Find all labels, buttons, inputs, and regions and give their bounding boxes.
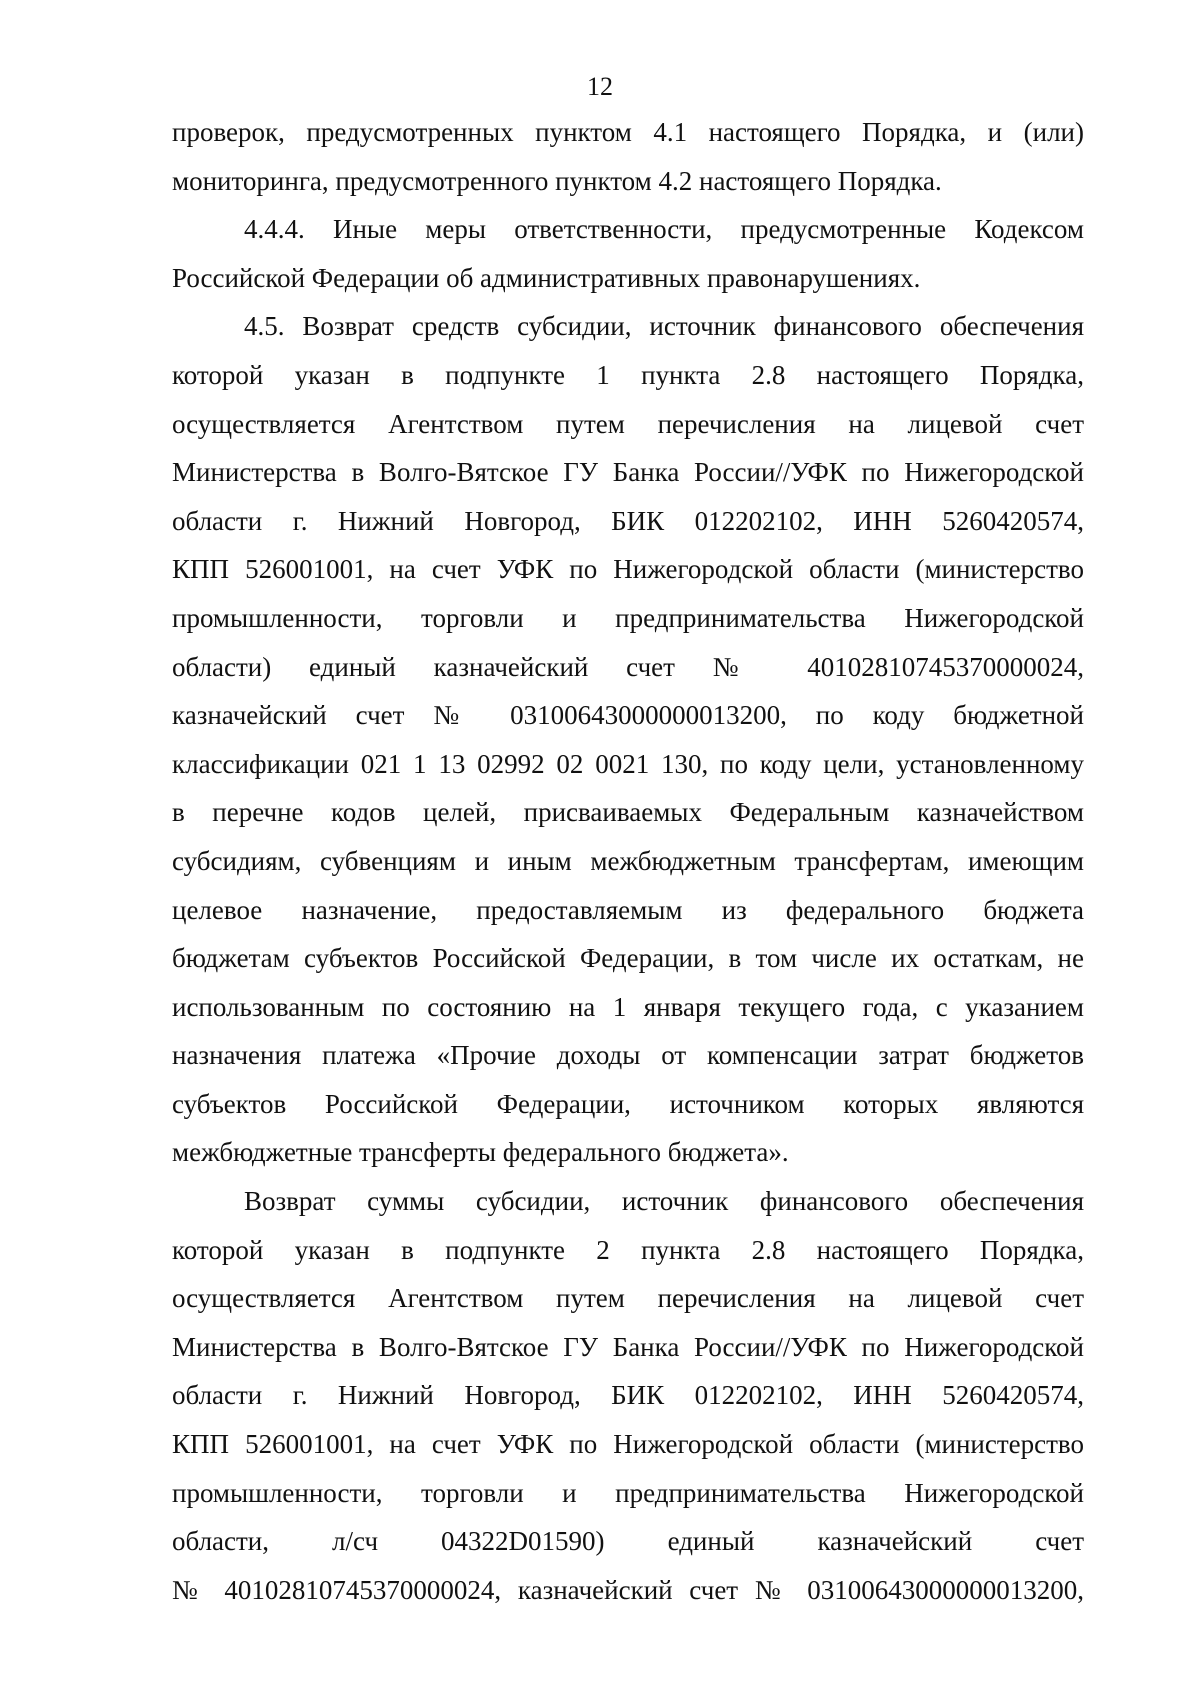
text-line: Министерства в Волго-Вятское ГУ Банка России//УФК по Нижегородской [172, 457, 1084, 488]
text-line: области г. Нижний Новгород, БИК 012202102, ИНН 5260420574, [172, 1380, 1084, 1411]
text-line: субъектов Российской Федерации, источником которых являются [172, 1088, 1084, 1119]
text-line: в перечне кодов целей, присваиваемых Федеральным казначейством [172, 797, 1084, 828]
text-line: промышленности, торговли и предпринимательства Нижегородской [172, 1477, 1084, 1508]
text-line: осуществляется Агентством путем перечисления на лицевой счет [172, 1283, 1084, 1314]
text-line: Министерства в Волго-Вятское ГУ Банка России//УФК по Нижегородской [172, 1331, 1084, 1362]
paragraph [172, 302, 1084, 1177]
text-line: целевое назначение, предоставляемым из федерального бюджета [172, 894, 1084, 925]
text-line: использованным по состоянию на 1 января текущего года, с указанием [172, 991, 1084, 1022]
text-line: мониторинга, предусмотренного пунктом 4.2 настоящего Порядка. [172, 165, 942, 196]
text-line: № 40102810745370000024, казначейский счет № 03100643000000013200, [172, 1574, 1084, 1605]
text-line: субсидиям, субвенциям и иным межбюджетным трансфертам, имеющим [172, 845, 1084, 876]
text-line: области, л/сч 04322D01590) единый казначейский счет [172, 1526, 1084, 1557]
text-line: классификации 021 1 13 02992 02 0021 130, по коду цели, установленному [172, 748, 1084, 779]
page-number: 12 [587, 72, 613, 101]
text-line: назначения платежа «Прочие доходы от компенсации затрат бюджетов [172, 1040, 1084, 1071]
text-line: КПП 526001001, на счет УФК по Нижегородской области (министерство [172, 554, 1084, 585]
text-line: проверок, предусмотренных пунктом 4.1 настоящего Порядка, и (или) [172, 117, 1084, 147]
text-line: которой указан в подпункте 2 пункта 2.8 настоящего Порядка, [172, 1234, 1084, 1265]
text-line: Российской Федерации об административных правонарушениях. [172, 262, 921, 293]
text-line: осуществляется Агентством путем перечисления на лицевой счет [172, 408, 1084, 439]
text-line: бюджетам субъектов Российской Федерации, в том числе их остаткам, не [172, 943, 1084, 974]
text-line: КПП 526001001, на счет УФК по Нижегородской области (министерство [172, 1429, 1084, 1460]
document-body [172, 108, 1084, 1614]
paragraph [172, 205, 1084, 302]
text-line: 4.4.4. Иные меры ответственности, предусмотренные Кодексом [244, 214, 1084, 245]
text-line: промышленности, торговли и предпринимательства Нижегородской [172, 602, 1084, 633]
text-line: области) единый казначейский счет № 40102810745370000024, [172, 651, 1084, 682]
text-line: Возврат суммы субсидии, источник финансового обеспечения [244, 1186, 1084, 1217]
text-line: казначейский счет № 03100643000000013200, по коду бюджетной [172, 700, 1084, 731]
text-line: которой указан в подпункте 1 пункта 2.8 настоящего Порядка, [172, 359, 1084, 390]
text-line: 4.5. Возврат средств субсидии, источник финансового обеспечения [244, 311, 1084, 342]
text-line: межбюджетные трансферты федерального бюджета». [172, 1137, 789, 1168]
paragraph [172, 108, 1084, 205]
text-line: области г. Нижний Новгород, БИК 012202102, ИНН 5260420574, [172, 505, 1084, 536]
paragraph [172, 1177, 1084, 1614]
